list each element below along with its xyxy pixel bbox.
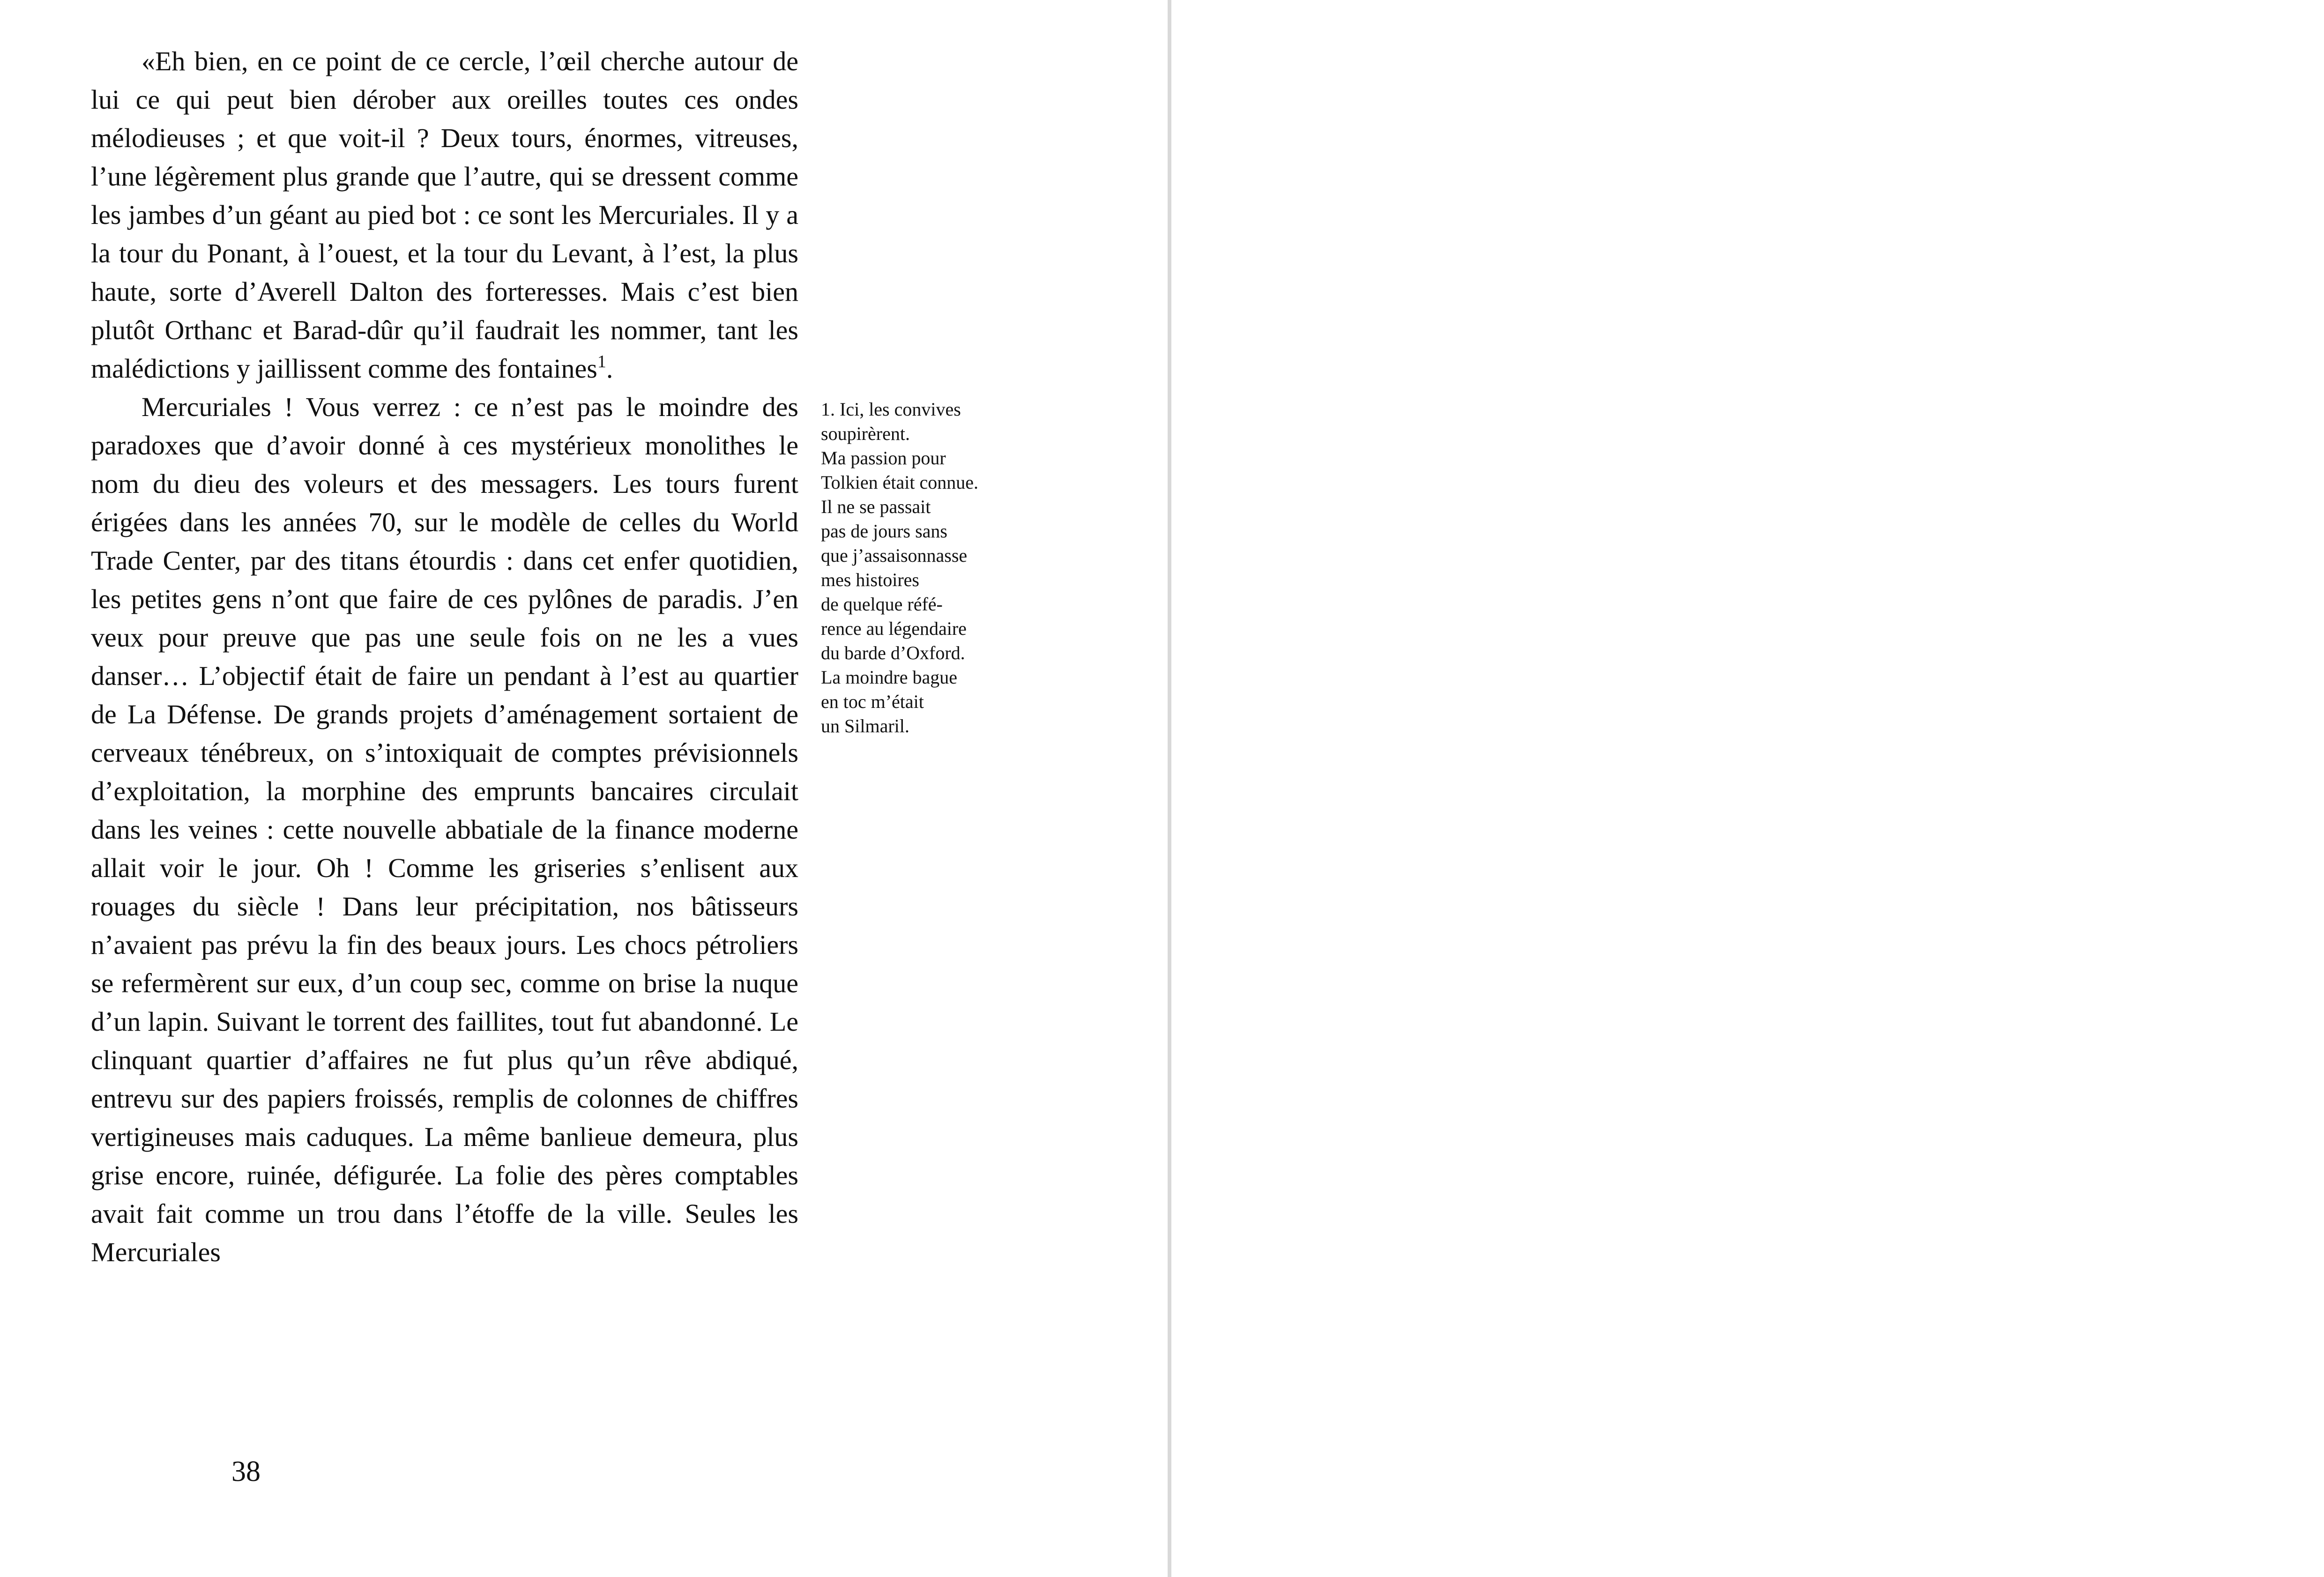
footnote-line: pas de jours sans [821,521,947,542]
footnote-line: rence au légendaire [821,618,967,639]
page-gutter [1168,0,1171,1577]
right-page [1171,0,2324,1577]
footnote-line: du barde d’Oxford. [821,642,965,663]
footnote-line: en toc m’était [821,691,924,712]
page-number: 38 [231,1456,261,1488]
paragraph-2: Mercuriales ! Vous verrez : ce n’est pas le moindre des paradoxes que d’avoir donné à ces mystérieux monolithes le nom du dieu des voleurs et des messagers. Les tours furent érigées dans les années 70, sur le modèle de celles du World Trade Center, par des titans étourdis : dans cet enfer quotidien, les petites gens n’ont que faire de ces pylônes de paradis. J’en veux pour preuve que pas une seule fois on ne les a vues danser… L’objectif était de faire un pendant à l’est au quartier de La Défense. De grands projets d’aménagement sortaient de cerveaux ténébreux, on s’intoxiquait de comptes prévisionnels d’exploitation, la morphine des emprunts bancaires circulait dans les veines : cette nouvelle abbatiale de la finance moderne allait voir le jour. Oh ! Comme les griseries s’enlisent aux rouages du siècle ! Dans leur précipitation, nos bâtisseurs n’avaient pas prévu la fin des beaux jours. Les chocs pétroliers se refermèrent sur eux, d’un coup sec, comme on brise la nuque d’un lapin. Suivant le torrent des faillites, tout fut abandonné. Le clinquant quartier d’affaires ne fut plus qu’un rêve abdiqué, entrevu sur des papiers froissés, remplis de colonnes de chiffres vertigineuses mais caduques. La même banlieue demeura, plus grise encore, ruinée, défigurée. La folie des pères comptables avait fait comme un trou dans l’étoffe de la ville. Seules les Mercuriales [91,392,798,1267]
paragraph-1-end: . [606,353,613,384]
footnote-line: mes histoires [821,569,919,590]
paragraph-1-text: «Eh bien, en ce point de ce cercle, l’œil cherche autour de lui ce qui peut bien dérober aux oreilles toutes ces ondes mélodieuses ; et que voit-il ? Deux tours, énormes, vitreuses, l’une légèrement plus grande que l’autre, qui se dressent comme les jambes d’un géant au pied bot : ce sont les Mercuriales. Il y a la tour du Ponant, à l’ouest, et la tour du Levant, à l’est, la plus haute, sorte d’Averell Dalton des forteresses. Mais c’est bien plutôt Orthanc et Barad-dûr qu’il faudrait les nommer, tant les malédictions y jaillissent comme des fontaines [91,46,798,384]
paragraph-1 [91,42,798,388]
footnote-line: Tolkien était connue. [821,472,978,493]
footnote-line: un Silmaril. [821,715,909,736]
footnote-line: soupirèrent. [821,423,910,444]
footnote-line: Il ne se passait [821,496,931,517]
body-text [91,42,798,1272]
footnote-reference: 1 [597,351,606,372]
footnote-line: La moindre bague [821,667,957,688]
footnote-line: que j’assaisonnasse [821,545,968,566]
footnote [821,397,1036,738]
footnote-line: 1. Ici, les convives [821,399,961,420]
footnote-line: Ma passion pour [821,447,946,469]
footnote-line: de quelque réfé- [821,594,943,615]
